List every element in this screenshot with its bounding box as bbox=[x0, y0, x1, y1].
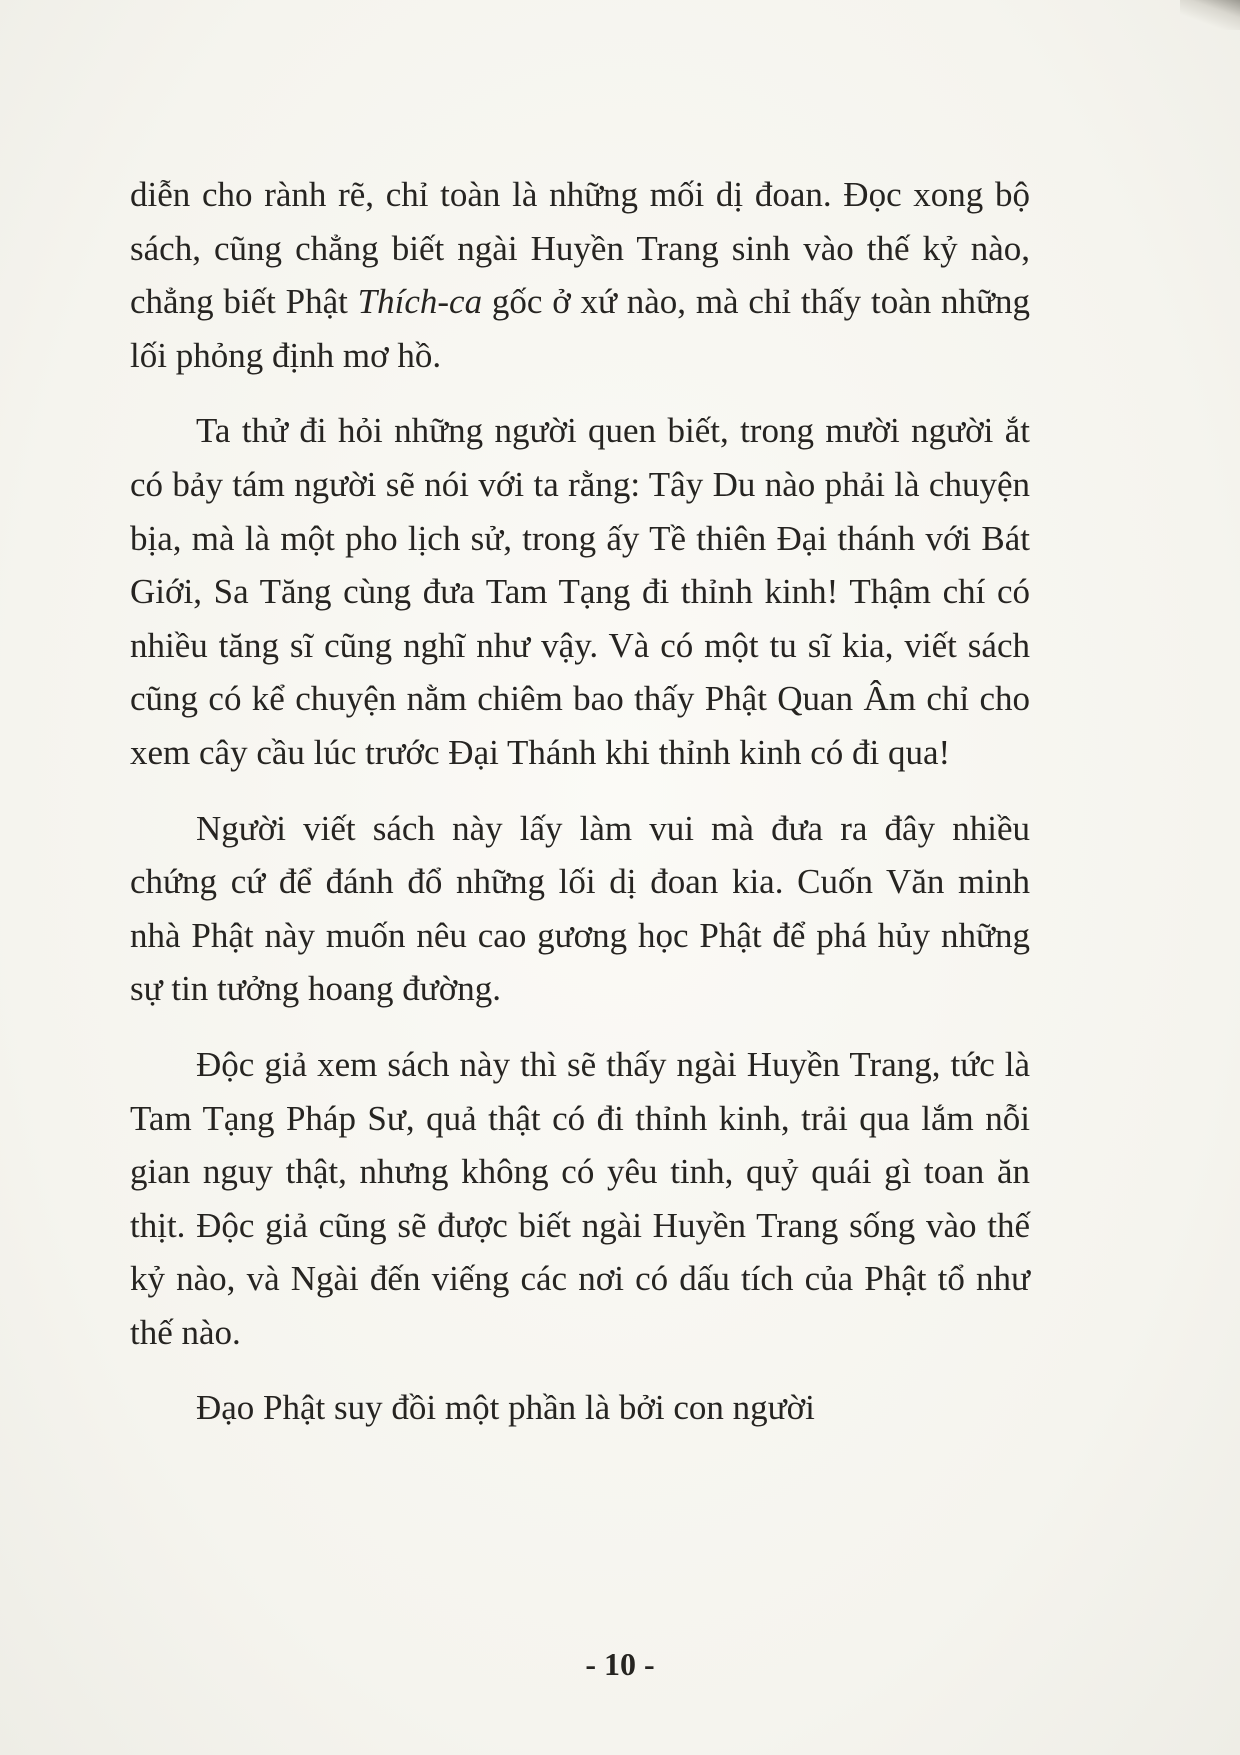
paragraph-1-part-1: diễn cho rành rẽ, chỉ toàn là những mối dị đoan. Đọc xong bộ sách, cũng chẳng biết ngài Huyền Trang sinh vào thế kỷ nào, chẳng biết Phật bbox=[130, 175, 1030, 322]
body-text bbox=[130, 168, 1030, 1457]
paragraph-2-text: Ta thử đi hỏi những người quen biết, trong mười người ắt có bảy tám người sẽ nói với ta rằng: Tây Du nào phải là chuyện bịa, mà là một pho lịch sử, trong ấy Tề thiên Đại thánh với Bát Giới, Sa Tăng cùng đưa Tam Tạng đi thỉnh kinh! Thậm chí có nhiều tăng sĩ cũng nghĩ như vậy. Và có một tu sĩ kia, viết sách cũng có kể chuyện nằm chiêm bao thấy Phật Quan Âm chỉ cho xem cây cầu lúc trước Đại Thánh khi thỉnh kinh có đi qua! bbox=[130, 411, 1030, 772]
page-edge-shadow bbox=[1180, 0, 1240, 30]
paragraph-4-text: Độc giả xem sách này thì sẽ thấy ngài Huyền Trang, tức là Tam Tạng Pháp Sư, quả thật có đi thỉnh kinh, trải qua lắm nỗi gian nguy thật, nhưng không có yêu tinh, quỷ quái gì toan ăn thịt. Độc giả cũng sẽ được biết ngài Huyền Trang sống vào thế kỷ nào, và Ngài đến viếng các nơi có dấu tích của Phật tổ như thế nào. bbox=[130, 1044, 1030, 1352]
paragraph-3 bbox=[130, 802, 1030, 1016]
paragraph-3-text: Người viết sách này lấy làm vui mà đưa ra đây nhiều chứng cứ để đánh đổ những lối dị đoan kia. Cuốn Văn minh nhà Phật này muốn nêu cao gương học Phật để phá hủy những sự tin tưởng hoang đường. bbox=[130, 808, 1030, 1009]
paragraph-1 bbox=[130, 168, 1030, 382]
paragraph-1-italic-term: Thích-ca bbox=[357, 282, 483, 322]
paragraph-2 bbox=[130, 404, 1030, 779]
paragraph-5 bbox=[130, 1381, 1030, 1435]
paragraph-1-part-3: gốc ở xứ nào, mà chỉ thấy toàn những lối phỏng định mơ hồ. bbox=[130, 282, 1030, 375]
page-number: - 10 - bbox=[585, 1646, 655, 1682]
paragraph-4 bbox=[130, 1038, 1030, 1360]
paragraph-5-text: Đạo Phật suy đồi một phần là bởi con người bbox=[196, 1388, 815, 1428]
